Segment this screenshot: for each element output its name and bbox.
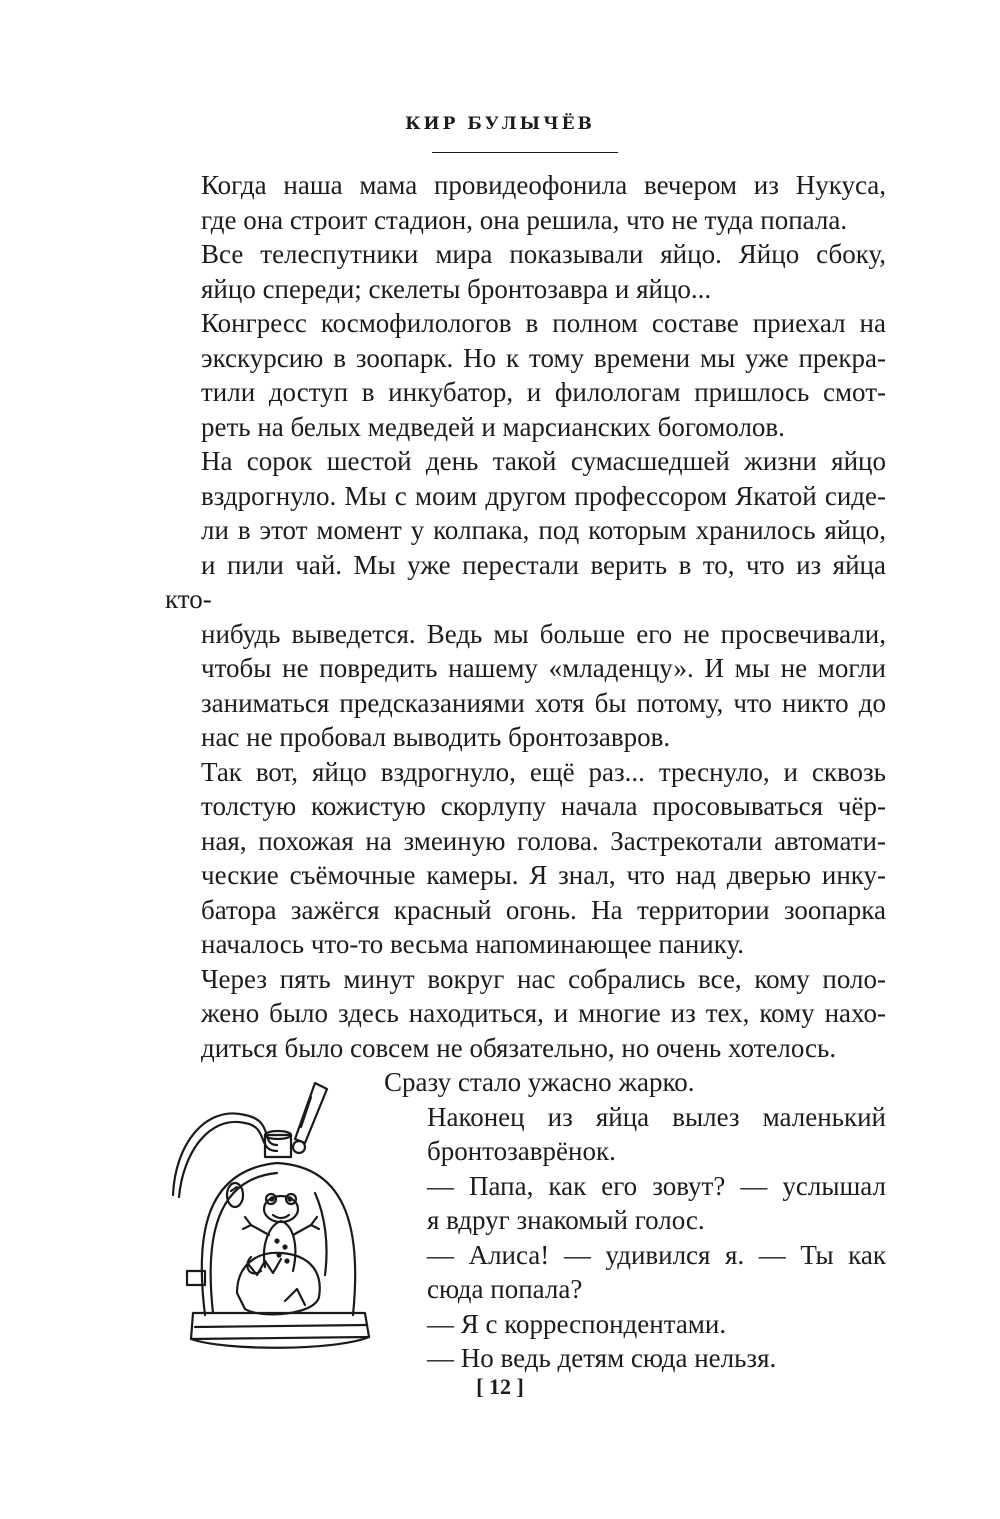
- paragraph: [165, 237, 886, 306]
- text-line: Все телеспутники мира показывали яйцо. Яйцо сбоку,: [201, 239, 886, 269]
- text-line: На сорок шестой день такой сумасшедшей жизни яйцо: [201, 446, 886, 476]
- paragraph: [384, 1238, 886, 1307]
- text-line: где она строит стадион, она решила, что не туда попала.: [201, 204, 848, 235]
- header-rule: [432, 152, 618, 153]
- text-line: — Я с корреспондентами.: [427, 1308, 727, 1339]
- text-line: — Но ведь детям сюда нельзя.: [427, 1343, 777, 1373]
- text-line: чтобы не повредить нашему «младенцу». И мы не могли: [201, 653, 886, 683]
- paragraph: [384, 1341, 886, 1376]
- text-line: — Папа, как его зовут? — услышал: [427, 1170, 886, 1201]
- text-line: Так вот, яйцо вздрогнуло, ещё раз... треснуло, и сквозь: [201, 756, 886, 787]
- text-line: Когда наша мама провидеофонила вечером из Нукуса,: [201, 170, 886, 200]
- paragraph: [165, 306, 886, 444]
- text-line: тили доступ в инкубатор, и филологам пришлось смот-: [201, 377, 886, 407]
- paragraph: [384, 1100, 886, 1169]
- text-line: ли в этот момент у колпака, под которым хранилось яйцо,: [201, 515, 886, 545]
- paragraph: [384, 1169, 886, 1238]
- paragraph: [165, 168, 886, 237]
- text-line: началось что-то весьма напоминающее панику.: [201, 929, 745, 959]
- text-line: бронтозаврёнок.: [427, 1136, 616, 1166]
- text-line: я вдруг знакомый голос.: [427, 1205, 705, 1235]
- paragraph: [165, 755, 886, 962]
- paragraph: [165, 962, 886, 1066]
- main-paragraphs: [165, 168, 886, 1065]
- text-line: нибудь выведется. Ведь мы больше его не просвечивали,: [201, 618, 886, 649]
- paragraph: [384, 1065, 886, 1100]
- text-line: Сразу стало ужасно жарко.: [384, 1067, 695, 1097]
- text-line: толстую кожистую скорлупу начала просовываться чёр-: [201, 791, 886, 821]
- text-line: диться было совсем не обязательно, но очень хотелось.: [201, 1032, 837, 1063]
- side-paragraphs: [384, 1065, 886, 1376]
- text-line: Конгресс космофилологов в полном составе приехал на: [201, 308, 886, 338]
- text-line: и пили чай. Мы уже перестали верить в то, что из яйца кто-: [165, 549, 886, 614]
- text-line: нас не пробовал выводить бронтозавров.: [201, 722, 671, 752]
- text-line: ческие съёмочные камеры. Я знал, что над дверью инку-: [201, 860, 886, 890]
- text-line: — Алиса! — удивился я. — Ты как: [427, 1239, 886, 1270]
- text-line: яйцо спереди; скелеты бронтозавра и яйцо...: [201, 273, 712, 304]
- body-text: [165, 168, 886, 1376]
- text-line: экскурсию в зоопарк. Но к тому времени мы уже прекра-: [201, 342, 886, 373]
- text-line: батора зажёгся красный огонь. На территории зоопарка: [201, 894, 886, 925]
- text-line: Через пять минут вокруг нас собрались все, кому поло-: [201, 963, 886, 994]
- text-line: заниматься предсказаниями хотя бы потому, что никто до: [201, 687, 886, 718]
- text-line: сюда попала?: [427, 1274, 583, 1304]
- bell-jar-hatchling-icon: [165, 1075, 375, 1365]
- text-line: ная, похожая на змеиную голова. Застрекотали автомати-: [201, 825, 886, 856]
- text-line: жено было здесь находиться, и многие из тех, кому нахо-: [201, 998, 886, 1028]
- paragraph: [165, 444, 886, 755]
- page-number: [ 12 ]: [476, 1374, 524, 1399]
- text-line: Наконец из яйца вылез маленький: [427, 1101, 886, 1132]
- running-header: КИР БУЛЫЧЁВ: [405, 114, 595, 134]
- text-line: вздрогнуло. Мы с моим другом профессором Якатой сиде-: [201, 480, 886, 511]
- illustrated-section: [165, 1065, 886, 1376]
- paragraph: [384, 1307, 886, 1342]
- text-line: реть на белых медведей и марсианских богомолов.: [201, 411, 785, 442]
